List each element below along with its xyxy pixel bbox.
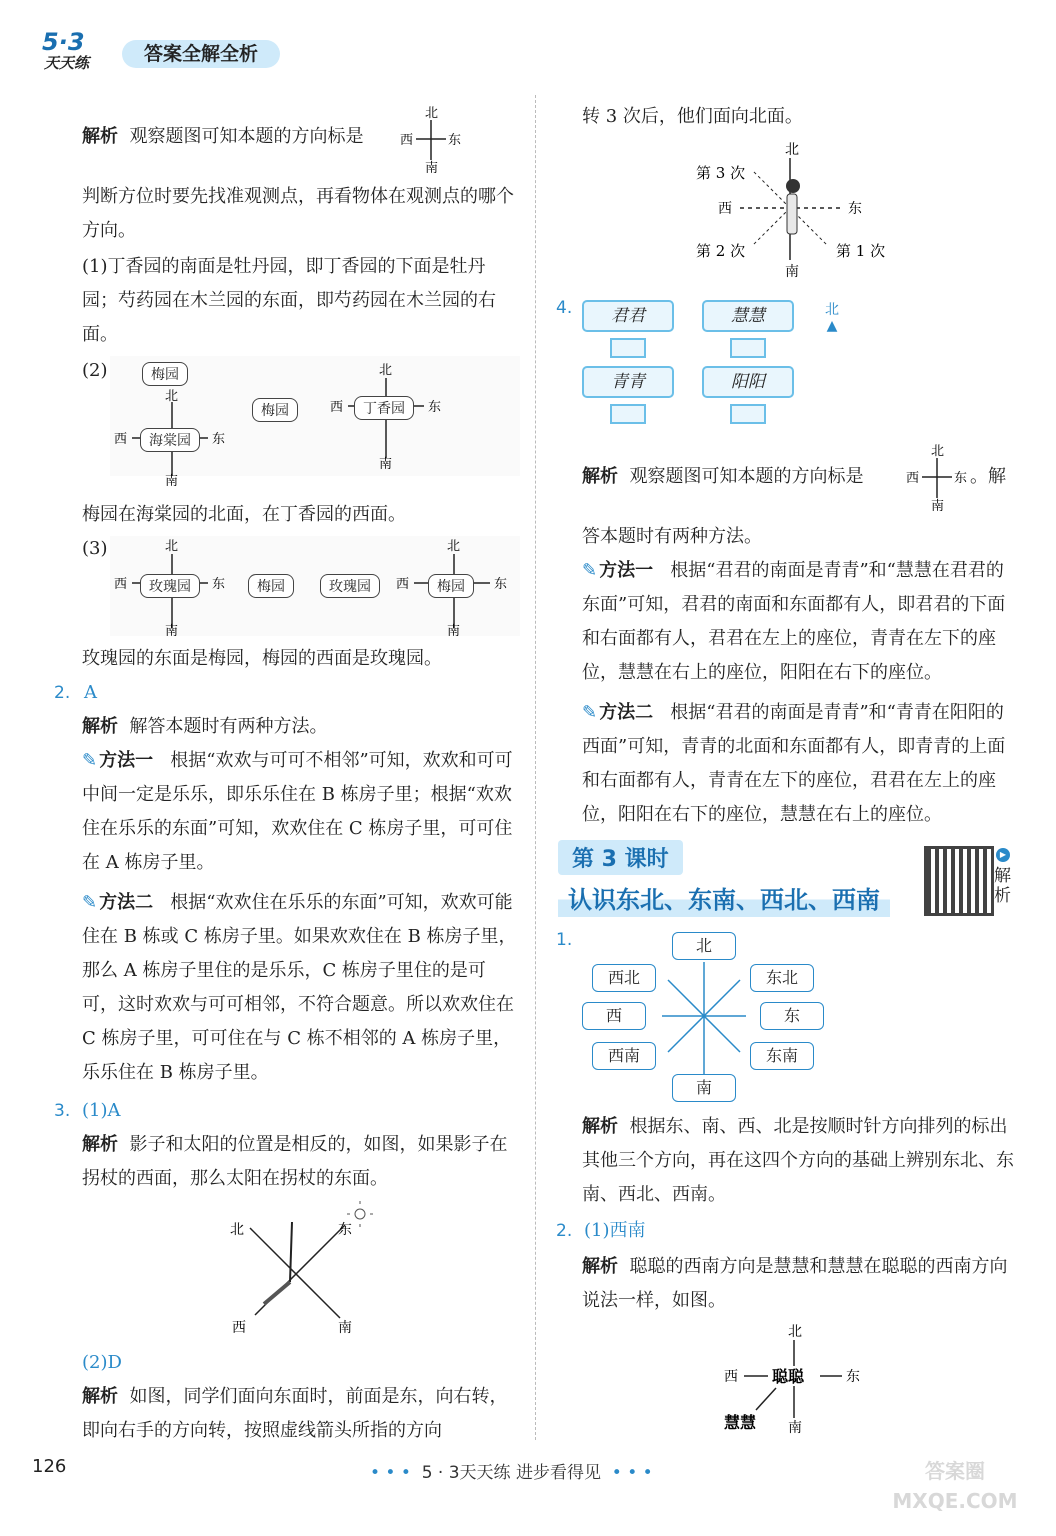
- q4-text: 观察题图可知本题的方向标是: [629, 466, 864, 487]
- dir-east: 东: [760, 1002, 824, 1030]
- method1-text: 根据“君君的南面是青青”和“慧慧在君君的东面”可知，君君的南面和东面都有人，即君君的下面和右面都有人，君君在左上的座位，青青在左下的座位，慧慧在右上的座位，阳阳在右下的座位。: [582, 560, 1006, 683]
- q4-number: 4.: [556, 298, 573, 318]
- svg-text:北: 北: [931, 444, 945, 459]
- svg-text:东: 东: [494, 577, 508, 592]
- analysis-label: 解析: [82, 716, 118, 737]
- desk-icon: [610, 404, 646, 424]
- q3-answer2: (2)D: [82, 1352, 122, 1373]
- lesson-subtitle: 认识东北、东南、西北、西南: [558, 878, 890, 917]
- rq2-text: 聪聪的西南方向是慧慧和慧慧在聪聪的西南方向说法一样，如图。: [582, 1256, 1008, 1311]
- lesson-title: 第 3 课时: [558, 840, 683, 875]
- seat-junjun: 君君: [582, 300, 674, 332]
- q1-text: 根据东、南、西、北是按顺时针方向排列的标出其他三个方向，再在这四个方向的基础上辨别东北、东南、西北、西南。: [582, 1116, 1014, 1205]
- svg-text:西: 西: [330, 400, 344, 415]
- svg-text:北: 北: [165, 539, 179, 554]
- q3-analysis2: [82, 1380, 518, 1448]
- q4-method1: [582, 554, 1018, 690]
- p1-item2-text: 梅园在海棠园的北面，在丁香园的西面。: [82, 504, 406, 525]
- svg-text:天天练: 天天练: [44, 54, 90, 72]
- column-divider: [535, 95, 536, 1440]
- garden-mei-4: 梅园: [428, 574, 474, 598]
- turn-diagram: [690, 138, 910, 278]
- desk-icon: [730, 404, 766, 424]
- garden-haitang: 海棠园: [140, 428, 200, 452]
- rq2-header: [556, 1214, 645, 1248]
- q3-header: [54, 1094, 120, 1128]
- svg-text:东: 东: [846, 1369, 860, 1385]
- p1-cont: 判断方位时要先找准观测点，再看物体在观测点的哪个方向。: [82, 186, 514, 241]
- svg-text:西: 西: [906, 471, 920, 486]
- q4-cont: 答本题时有两种方法。: [582, 526, 762, 547]
- seat-grid: [582, 300, 852, 430]
- play-icon[interactable]: ▶: [996, 848, 1010, 862]
- method2-text: 根据“欢欢住在乐乐的东面”可知，欢欢可能住在 B 栋或 C 栋房子里。如果欢欢住在 B 栋房子里，那么 A 栋房子里住的是乐乐，C 栋房子里住的是可可，这时欢欢与可可相邻，不符合题意。所以欢欢住在 C 栋房子里，可可住在与 C 栋不相邻的 A 栋房子里，乐乐住在 B 栋房子里。: [82, 892, 517, 1083]
- seat-qingqing: 青青: [582, 366, 674, 398]
- page-number: 126: [32, 1456, 67, 1477]
- dir-west: 西: [582, 1002, 646, 1030]
- dir-southeast: 东南: [750, 1042, 814, 1070]
- right-cont: 转 3 次后，他们面向北面。: [582, 106, 803, 127]
- q3-text2: 如图，同学们面向东面时，前面是东，向右转，即向右手的方向转，按照虚线箭头所指的方向: [82, 1386, 508, 1441]
- left-p1: [82, 120, 363, 154]
- garden-meigui-2: 玫瑰园: [320, 574, 380, 598]
- method1-label: ✎ 方法一: [82, 750, 153, 771]
- svg-text:东: 东: [954, 471, 968, 486]
- p1-text: 观察题图可知本题的方向标是: [129, 126, 364, 147]
- svg-text:南: 南: [338, 1320, 352, 1336]
- q2-method1: [82, 744, 518, 880]
- svg-text:5·3: 5·3: [42, 28, 85, 56]
- analysis-label: 解析: [82, 126, 118, 147]
- svg-text:南: 南: [447, 624, 461, 636]
- method1-text: 根据“欢欢与可可不相邻”可知，欢欢和可可中间一定是乐乐，即乐乐住在 B 栋房子里；根据“欢欢住在乐乐的东面”可知，欢欢住在 C 栋房子里，可可住在 A 栋房子里。: [82, 750, 513, 873]
- svg-text:北: 北: [447, 539, 461, 554]
- svg-text:北: 北: [788, 1324, 802, 1340]
- method1-label: ✎ 方法一: [582, 560, 653, 581]
- p1-item2-label: (2): [82, 360, 108, 381]
- svg-text:西: 西: [114, 577, 128, 592]
- svg-text:南: 南: [785, 264, 799, 278]
- q3-number: 3.: [54, 1101, 71, 1121]
- p1-item3-text: 玫瑰园的东面是梅园，梅园的西面是玫瑰园。: [82, 648, 442, 669]
- dir-e: 东: [448, 133, 462, 148]
- q2-number: 2.: [54, 683, 71, 703]
- svg-text:北: 北: [165, 389, 179, 404]
- dir-southwest: 西南: [592, 1042, 656, 1070]
- logo-graphic: [40, 28, 120, 72]
- q3-answer1: (1)A: [81, 1100, 121, 1121]
- diagram-item2: [110, 356, 520, 486]
- garden-mei-2: 梅园: [252, 398, 298, 422]
- qr-code-icon[interactable]: [924, 846, 994, 916]
- rq2-number: 2.: [556, 1221, 573, 1241]
- seat-yangyang: 阳阳: [702, 366, 794, 398]
- q2-method2: [82, 886, 518, 1090]
- svg-text:东: 东: [338, 1222, 352, 1238]
- desk-icon: [730, 338, 766, 358]
- footer-slogan: • • • 5 · 3天天练 进步看得见 • • •: [370, 1463, 653, 1483]
- svg-text:北: 北: [379, 363, 393, 378]
- svg-text:东: 东: [848, 201, 862, 217]
- svg-text:南: 南: [165, 474, 179, 486]
- analysis-label: 解析: [82, 1386, 118, 1407]
- shadow-diagram: [220, 1200, 380, 1340]
- svg-text:东: 东: [212, 432, 226, 447]
- rq2-analysis: [582, 1250, 1018, 1318]
- compass-small-1: [396, 104, 466, 174]
- method2-text: 根据“君君的南面是青青”和“青青在阳阳的西面”可知，青青的北面和东面都有人，即青青的上面和右面都有人，青青在左下的座位，君君在左上的座位，阳阳在右下的座位，慧慧在右上的座位。: [582, 702, 1006, 825]
- turn3-label: 第 3 次: [696, 164, 746, 182]
- svg-text:南: 南: [379, 457, 393, 470]
- turn2-label: 第 2 次: [696, 242, 746, 260]
- method2-label: ✎ 方法二: [82, 892, 153, 913]
- compass-small-2: [902, 442, 972, 512]
- svg-text:西: 西: [232, 1320, 246, 1336]
- dir-south: 南: [672, 1074, 736, 1102]
- header-logo: [40, 28, 120, 72]
- desk-icon: [610, 338, 646, 358]
- rq2-answer: (1)西南: [583, 1220, 646, 1241]
- analysis-label: 解析: [582, 466, 618, 487]
- method2-label: ✎ 方法二: [582, 702, 653, 723]
- analysis-label: 解析: [582, 1256, 618, 1277]
- q3-text1: 影子和太阳的位置是相反的，如图，如果影子在拐杖的西面，那么太阳在拐杖的东面。: [82, 1134, 508, 1189]
- svg-text:西: 西: [718, 201, 732, 217]
- svg-text:东: 东: [428, 400, 442, 415]
- svg-text:南: 南: [165, 624, 179, 636]
- dir-w: 西: [400, 133, 414, 148]
- diagram-item3: [110, 536, 520, 636]
- svg-text:北: 北: [230, 1222, 244, 1238]
- analysis-label: 解析: [82, 1134, 118, 1155]
- eight-direction-diagram: [578, 928, 828, 1104]
- q1-number: 1.: [556, 930, 573, 950]
- garden-mei-3: 梅园: [248, 574, 294, 598]
- p1-item3-label: (3): [82, 538, 108, 559]
- congcong-label: 聪聪: [772, 1367, 805, 1386]
- q2-answer: A: [83, 682, 97, 703]
- turn1-label: 第 1 次: [836, 242, 886, 260]
- svg-text:南: 南: [931, 499, 945, 512]
- dir-s: 南: [425, 161, 439, 174]
- q3-analysis1: [82, 1128, 518, 1196]
- slogan-text: 5 · 3天天练 进步看得见: [421, 1463, 601, 1483]
- q2-header: [54, 676, 97, 710]
- q2-text: 解答本题时有两种方法。: [129, 716, 328, 737]
- watermark: [870, 1450, 1040, 1520]
- north-arrow-icon: 北 ▲: [825, 302, 839, 334]
- svg-text:北: 北: [785, 142, 799, 158]
- svg-text:西: 西: [114, 432, 128, 447]
- q1-analysis: [582, 1110, 1018, 1212]
- dir-northwest: 西北: [592, 964, 656, 992]
- dir-north: 北: [672, 932, 736, 960]
- q4-analysis: [582, 460, 863, 494]
- header-title: 答案全解全析: [122, 40, 280, 68]
- svg-text:东: 东: [212, 577, 226, 592]
- watermark-text: 答案圈 MXQE.COM: [892, 1459, 1018, 1513]
- q2-analysis: [82, 710, 327, 744]
- analysis-label: 解析: [582, 1116, 618, 1137]
- north-label: 北: [825, 302, 839, 318]
- congcong-diagram: [720, 1322, 870, 1438]
- svg-text:西: 西: [396, 577, 410, 592]
- q4-text-end: 。解: [970, 466, 1006, 487]
- dir-northeast: 东北: [750, 964, 814, 992]
- q4-method2: [582, 696, 1018, 832]
- garden-mei: 梅园: [142, 362, 188, 386]
- huihui-label: 慧慧: [724, 1413, 757, 1432]
- svg-text:南: 南: [788, 1420, 802, 1436]
- dir-n: 北: [425, 106, 439, 121]
- svg-text:西: 西: [724, 1369, 738, 1385]
- seat-huihui: 慧慧: [702, 300, 794, 332]
- garden-dingxiang: 丁香园: [354, 396, 414, 420]
- garden-meigui: 玫瑰园: [140, 574, 200, 598]
- p1-item1: (1)丁香园的南面是牡丹园，即丁香园的下面是牡丹园；芍药园在木兰园的东面，即芍药园在木兰园的右面。: [82, 256, 496, 345]
- qr-label: 解析: [994, 866, 1011, 906]
